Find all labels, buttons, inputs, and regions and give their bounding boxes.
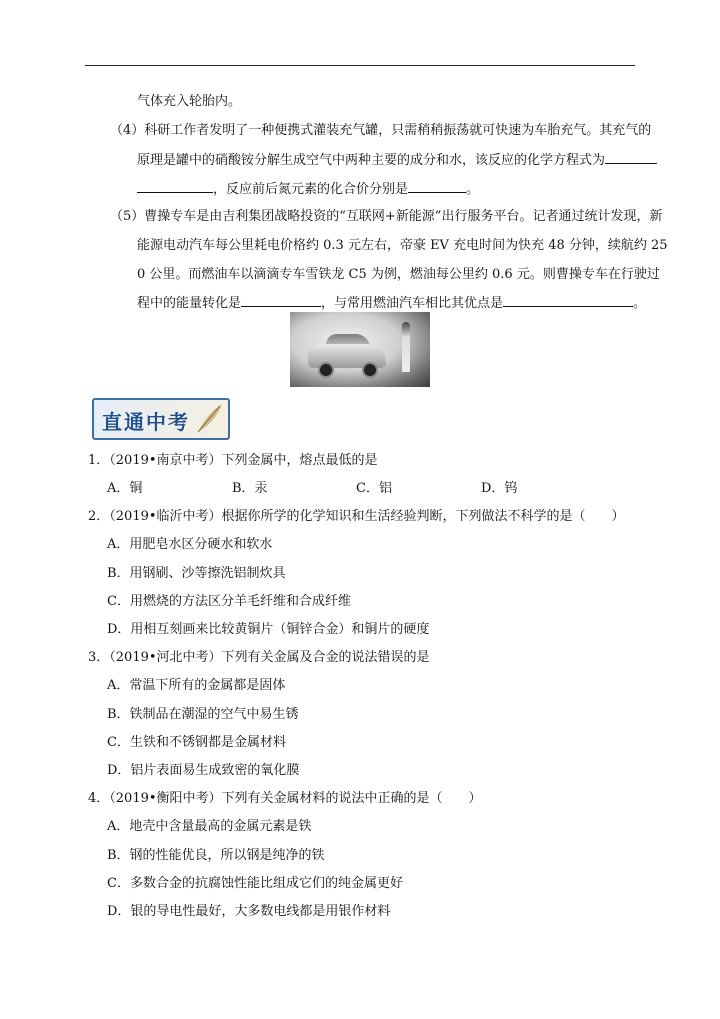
q3-option-b: B．铁制品在潮湿的空气中易生锈 (107, 707, 299, 722)
continued-text: 气体充入轮胎内。 (137, 94, 242, 109)
question-3-stem: 3．（2019•河北中考）下列有关金属及合金的说法错误的是 (88, 650, 430, 665)
wheel (318, 362, 334, 378)
q5-line2: 能源电动汽车每公里耗电价格约 0.3 元左右，帝豪 EV 充电时间为快充 48 分钟，续航约 25 (137, 238, 668, 253)
question-2-stem: 2．（2019•临沂中考）根据你所学的化学知识和生活经验判断，下列做法不科学的是（ ） (88, 509, 625, 524)
q4-line3 (137, 180, 479, 199)
car-photo (290, 312, 430, 387)
q4-line2-text: 原理是罐中的硝酸铵分解生成空气中两种主要的成分和水，该反应的化学方程式为 (137, 153, 606, 168)
q5-line4b: ，与常用燃油汽车相比其优点是 (321, 296, 504, 311)
q5-line1: （5）曹操专车是由吉利集团战略投资的“互联网+新能源”出行服务平台。记者通过统计发现，新 (110, 209, 663, 224)
section-title: 直通中考 (102, 410, 190, 434)
header-rule (85, 65, 635, 66)
q4-line3-end: 。 (466, 182, 480, 197)
question-1-stem: 1．（2019•南京中考）下列金属中，熔点最低的是 (88, 453, 378, 468)
q2-option-c: C．用燃烧的方法区分羊毛纤维和合成纤维 (107, 594, 351, 609)
q1-option-b: B．汞 (232, 481, 268, 496)
q1-option-d: D．钨 (481, 481, 518, 496)
q5-line4a: 程中的能量转化是 (137, 296, 242, 311)
q4-line2 (137, 151, 657, 170)
leaf-icon (194, 402, 224, 434)
section-banner (92, 398, 230, 440)
q5-line4 (137, 294, 646, 313)
q3-option-a: A．常温下所有的金属都是固体 (107, 678, 286, 693)
q4-option-b: B．钢的性能优良，所以钢是纯净的铁 (107, 848, 325, 863)
q4-line3-text: ，反应前后氮元素的化合价分别是 (213, 182, 409, 197)
answer-blank (241, 294, 321, 307)
q4-option-d: D．银的导电性最好，大多数电线都是用银作材料 (107, 904, 391, 919)
answer-blank (605, 151, 657, 164)
q1-option-a: A．铜 (107, 481, 143, 496)
q2-option-b: B．用钢刷、沙等擦洗铝制炊具 (107, 566, 286, 581)
person-figure (402, 322, 410, 372)
q2-option-a: A．用肥皂水区分硬水和软水 (107, 537, 273, 552)
q5-line3: 0 公里。而燃油车以滴滴专车雪铁龙 C5 为例，燃油每公里约 0.6 元。则曹操专车在行驶过 (137, 267, 660, 282)
question-4-stem: 4．（2019•衡阳中考）下列有关金属材料的说法中正确的是（ ） (88, 791, 482, 806)
answer-blank (408, 180, 466, 193)
wheel (362, 362, 378, 378)
q4-option-c: C．多数合金的抗腐蚀性能比组成它们的纯金属更好 (107, 876, 403, 891)
q3-option-c: C．生铁和不锈钢都是金属材料 (107, 735, 286, 750)
q4-line1: （4）科研工作者发明了一种便携式灌装充气罐，只需稍稍振荡就可快速为车胎充气。其充气的 (110, 123, 652, 138)
q5-line4c: 。 (633, 296, 647, 311)
q2-option-d: D．用相互刻画来比较黄铜片（铜锌合金）和铜片的硬度 (107, 622, 430, 637)
q4-option-a: A．地壳中含量最高的金属元素是铁 (107, 819, 312, 834)
answer-blank (503, 294, 633, 307)
q3-option-d: D．铝片表面易生成致密的氧化膜 (107, 763, 300, 778)
answer-blank (137, 180, 213, 193)
q1-option-c: C．铝 (356, 481, 392, 496)
